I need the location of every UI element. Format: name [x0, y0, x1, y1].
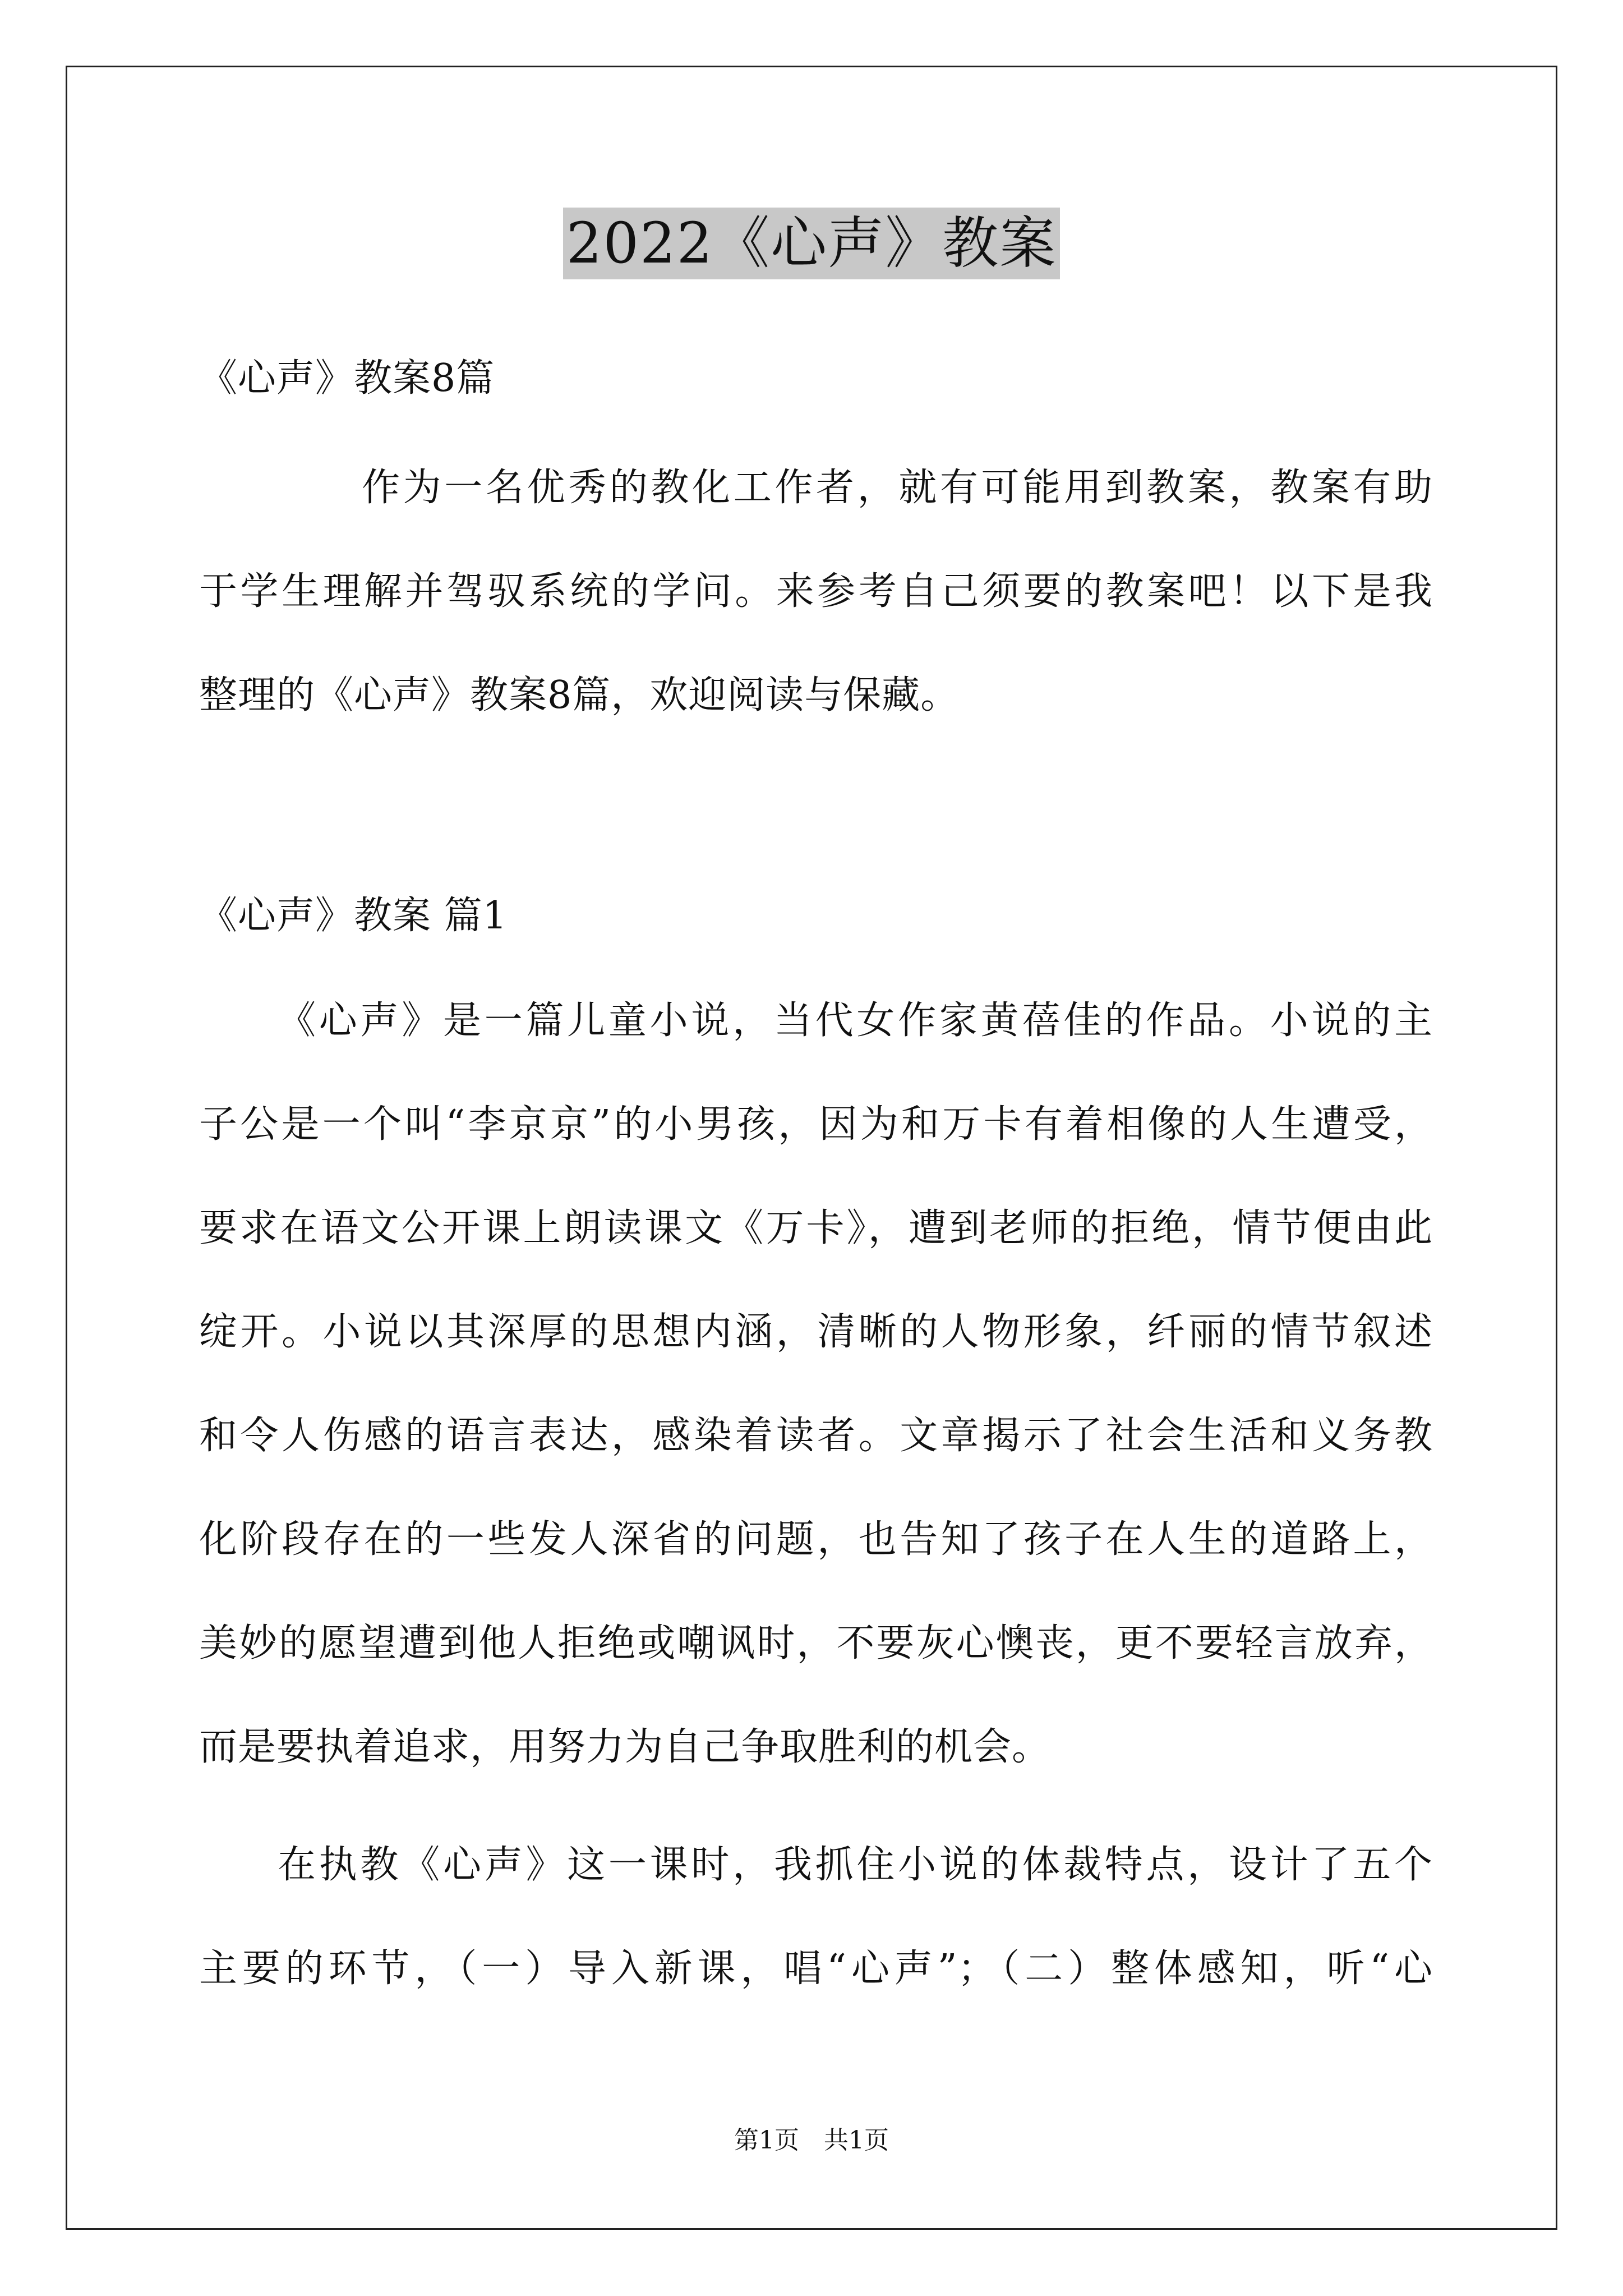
intro-line-2: 于学生理解并驾驭系统的学问。来参考自己须要的教案吧！以下是我: [199, 569, 1433, 614]
paragraph1-line-1: 《心声》是一篇儿童小说，当代女作家黄蓓佳的作品。小说的主: [278, 999, 1433, 1043]
intro-line-1: 作为一名优秀的教化工作者，就有可能用到教案，教案有助: [362, 466, 1433, 510]
section-heading: 《心声》教案 篇1: [199, 894, 508, 938]
paragraph1-line-4: 绽开。小说以其深厚的思想内涵，清晰的人物形象，纤丽的情节叙述: [199, 1310, 1433, 1354]
title-container: [0, 208, 1623, 279]
paragraph1-line-5: 和令人伤感的语言表达，感染着读者。文章揭示了社会生活和义务教: [199, 1414, 1433, 1458]
page-footer: 第1页 共1页: [734, 2126, 889, 2155]
paragraph1-line-8: 而是要执着追求，用努力为自己争取胜利的机会。: [199, 1725, 1051, 1769]
intro-line-3: 整理的《心声》教案8篇，欢迎阅读与保藏。: [199, 673, 960, 717]
paragraph1-line-2: 子公是一个叫“李京京”的小男孩，因为和万卡有着相像的人生遭受，: [199, 1102, 1433, 1147]
paragraph2-line-1: 在执教《心声》这一课时，我抓住小说的体裁特点，设计了五个: [278, 1843, 1433, 1887]
paragraph1-line-7: 美妙的愿望遭到他人拒绝或嘲讽时，不要灰心懊丧，更不要轻言放弃，: [199, 1621, 1433, 1665]
document-title: 2022《心声》教案: [563, 208, 1061, 279]
document-subtitle: 《心声》教案8篇: [199, 356, 495, 401]
paragraph2-line-2: 主要的环节，（一）导入新课，唱“心声”；（二）整体感知，听“心: [199, 1947, 1433, 1991]
paragraph1-line-6: 化阶段存在的一些发人深省的问题，也告知了孩子在人生的道路上，: [199, 1517, 1433, 1562]
paragraph1-line-3: 要求在语文公开课上朗读课文《万卡》，遭到老师的拒绝，情节便由此: [199, 1206, 1433, 1250]
